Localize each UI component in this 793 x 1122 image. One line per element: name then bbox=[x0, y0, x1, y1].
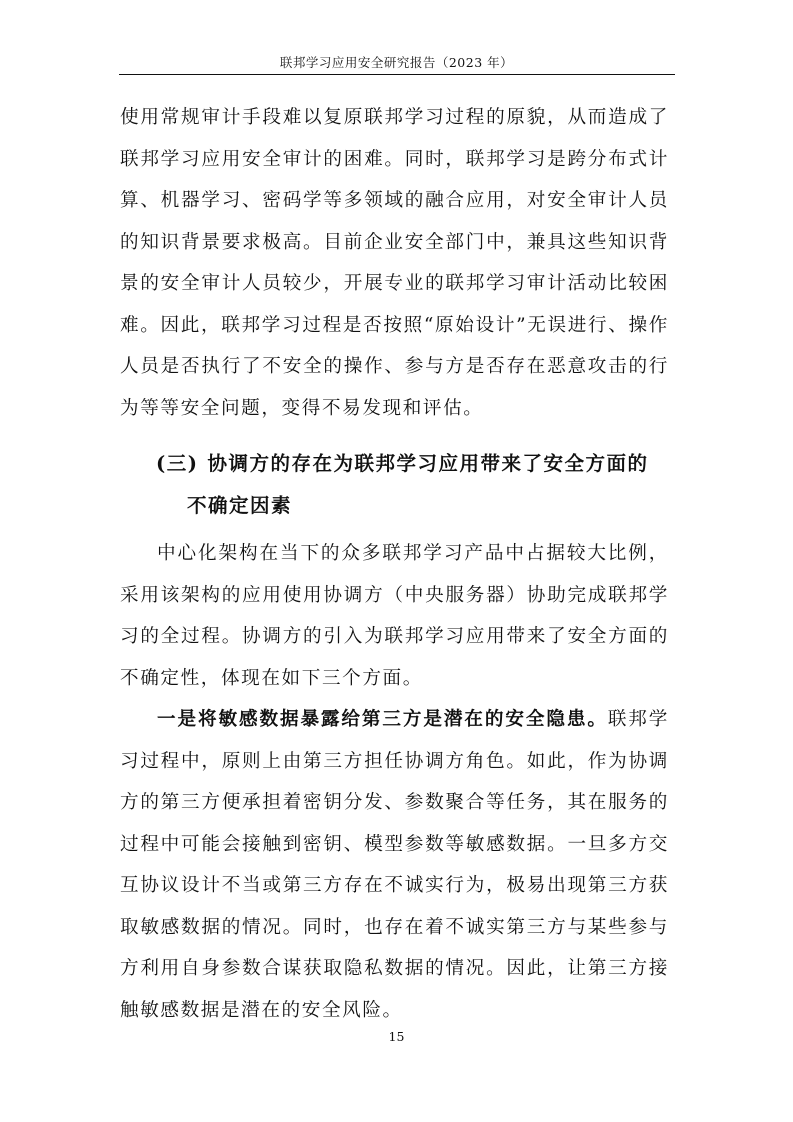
body-paragraph-continued: 使用常规审计手段难以复原联邦学习过程的原貌，从而造成了联邦学习应用安全审计的困难。同时，联邦学习是跨分布式计算、机器学习、密码学等多领域的融合应用，对安全审计人员的知识背景要求极高。目前企业安全部门中，兼具这些知识背景的安全审计人员较少，开展专业的联邦学习审计活动比较困难。因此，联邦学习过程是否按照“原始设计”无误进行、操作人员是否执行了不安全的操作、参与方是否存在恶意攻击的行为等等安全问题，变得不易发现和评估。 bbox=[120, 107, 669, 419]
paragraph-lead-bold: 一是将敏感数据暴露给第三方是潜在的安全隐患。 bbox=[157, 709, 608, 730]
page-body bbox=[120, 97, 669, 1031]
body-paragraph-intro: 中心化架构在当下的众多联邦学习产品中占据较大比例，采用该架构的应用使用协调方（中央服务器）协助完成联邦学习的全过程。协调方的引入为联邦学习应用带来了安全方面的不确定性，体现在如下三个方面。 bbox=[120, 543, 669, 689]
section-number: (三) bbox=[156, 452, 199, 475]
running-header-title: 联邦学习应用安全研究报告（2023 年） bbox=[279, 55, 514, 70]
body-paragraph-risk-one bbox=[120, 699, 669, 1031]
header-divider bbox=[119, 74, 675, 75]
section-heading-line1 bbox=[120, 443, 669, 485]
section-title-part1: 协调方的存在为联邦学习应用带来了安全方面的 bbox=[207, 452, 649, 475]
paragraph-body-text: 联邦学习过程中，原则上由第三方担任协调方角色。如此，作为协调方的第三方便承担着密钥分发、参数聚合等任务，其在服务的过程中可能会接触到密钥、模型参数等敏感数据。一旦多方交互协议设计不当或第三方存在不诚实行为，极易出现第三方获取敏感数据的情况。同时，也存在着不诚实第三方与某些参与方利用自身参数合谋获取隐私数据的情况。因此，让第三方接触敏感数据是潜在的安全风险。 bbox=[120, 709, 669, 1021]
section-heading bbox=[120, 443, 669, 527]
section-title-part2: 不确定因素 bbox=[187, 494, 293, 517]
page-number: 15 bbox=[388, 1029, 405, 1044]
